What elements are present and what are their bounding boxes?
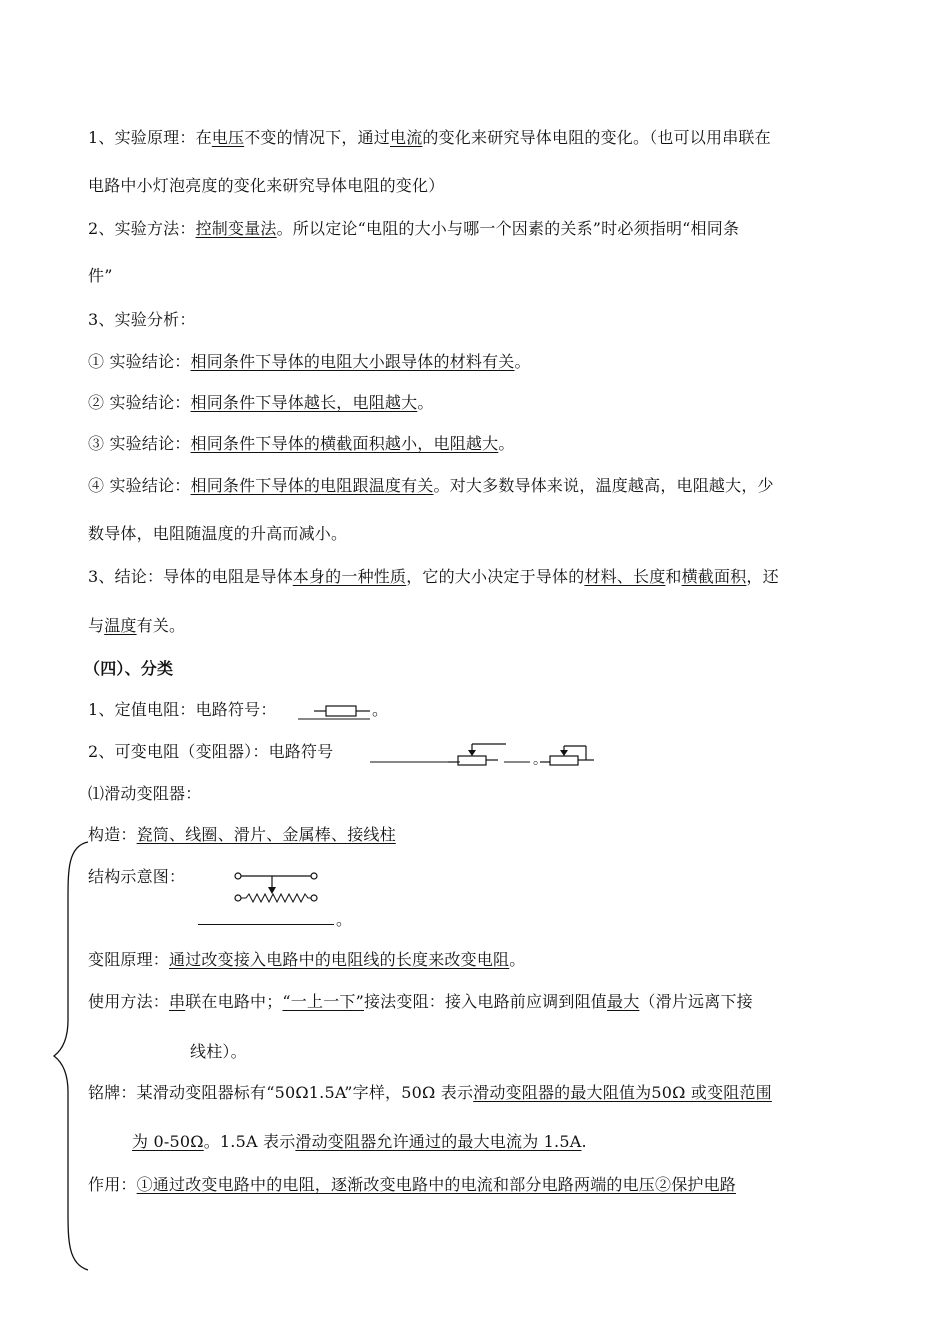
structure-blank: 瓷筒、线圈、滑片、金属棒、接线柱 xyxy=(136,825,396,844)
principle-line-2: 电路中小灯泡亮度的变化来研究导体电阻的变化） xyxy=(88,176,445,195)
principle-text-2: 的变化来研究导体电阻的变化。（也可以用串联在 xyxy=(422,128,771,147)
principle-text: 不变的情况下，通过 xyxy=(244,128,390,147)
structure-label: 构造： xyxy=(88,825,137,844)
fixed-resistor-label: 1、定值电阻：电路符号： xyxy=(88,700,277,719)
usage-blank-3: 最大 xyxy=(607,992,640,1011)
principle-line-1 xyxy=(88,128,771,148)
rheostat-principle-line xyxy=(88,950,525,970)
usage-text: 联在电路中； xyxy=(185,992,283,1011)
summary-blank-2: 材料、长度 xyxy=(584,567,666,586)
nameplate-blank-1: 滑动变阻器的最大阻值为50Ω 或变阻范围 xyxy=(473,1083,772,1102)
variable-resistor-line xyxy=(88,742,333,762)
summary-text-5: 有关。 xyxy=(136,616,186,635)
conclusion-suffix: 。 xyxy=(498,434,515,453)
conclusion-prefix: ③ 实验结论： xyxy=(88,434,191,453)
fixed-resistor-end: 。 xyxy=(372,700,389,719)
diagram-end: 。 xyxy=(336,910,353,929)
nameplate-text: 。1.5A 表示 xyxy=(203,1132,296,1151)
nameplate-line-1 xyxy=(88,1083,772,1103)
rheostat-structure-diagram-icon xyxy=(228,866,328,910)
summary-text-3: ，还 xyxy=(746,567,779,586)
usage-text-3: （滑片远离下接 xyxy=(639,992,753,1011)
function-label: 作用： xyxy=(88,1175,137,1194)
conclusion-4-line-2: 数导体，电阻随温度的升高而减小。 xyxy=(88,524,348,543)
variable-resistor-symbol-icon xyxy=(368,738,598,768)
diagram-label: 结构示意图： xyxy=(88,867,186,886)
conclusion-suffix: 。 xyxy=(417,393,434,412)
conclusion-2 xyxy=(88,393,434,413)
summary-text: ，它的大小决定于导体的 xyxy=(406,567,585,586)
variable-resistor-label: 2、可变电阻（变阻器）：电路符号 xyxy=(88,742,334,761)
usage-line-2: 线柱）。 xyxy=(190,1042,247,1061)
method-label: 2、实验方法： xyxy=(88,219,196,238)
principle-label: 1、实验原理：在 xyxy=(88,128,212,147)
usage-line-1 xyxy=(88,992,753,1012)
conclusion-3 xyxy=(88,434,515,454)
nameplate-blank-2: 为 0-50Ω xyxy=(132,1132,204,1151)
usage-blank-1: 串 xyxy=(169,992,186,1011)
voltage-blank: 电压 xyxy=(211,128,245,147)
nameplate-line-2 xyxy=(132,1132,587,1152)
conclusion-1 xyxy=(88,352,531,372)
section-title-classify: （四）、分类 xyxy=(84,659,174,678)
conclusion-suffix: 。对大多数导体来说，温度越高，电阻越大，少 xyxy=(433,476,774,495)
usage-text-2: 接法变阻：接入电路前应调到阻值 xyxy=(363,992,607,1011)
summary-label: 3、结论：导体的电阻是导体 xyxy=(88,567,293,586)
conclusion-prefix: ② 实验结论： xyxy=(88,393,191,412)
function-blank: ①通过改变电路中的电阻，逐渐改变电路中的电流和部分电路两端的电压②保护电路 xyxy=(136,1175,737,1194)
slide-rheostat-title: ⑴滑动变阻器： xyxy=(88,784,202,803)
conclusion-blank: 相同条件下导体的电阻大小跟导体的材料有关 xyxy=(190,352,515,371)
method-blank: 控制变量法 xyxy=(195,219,277,238)
usage-label: 使用方法： xyxy=(88,992,170,1011)
fixed-resistor-line xyxy=(88,700,277,720)
conclusion-suffix: 。 xyxy=(514,352,531,371)
conclusion-prefix: ④ 实验结论： xyxy=(88,476,191,495)
rheostat-principle-label: 变阻原理： xyxy=(88,950,170,969)
summary-blank-4: 温度 xyxy=(104,616,137,635)
function-line xyxy=(88,1175,736,1195)
summary-text-2: 和 xyxy=(665,567,682,586)
conclusion-blank: 相同条件下导体越长，电阻越大 xyxy=(190,393,418,412)
method-line-1 xyxy=(88,219,739,239)
method-line-2: 件” xyxy=(88,266,113,285)
current-blank: 电流 xyxy=(390,128,423,147)
variable-resistor-end: 。 xyxy=(533,752,547,768)
conclusion-blank: 相同条件下导体的横截面积越小，电阻越大 xyxy=(190,434,499,453)
nameplate-end: . xyxy=(581,1132,587,1151)
nameplate-label: 铭牌：某滑动变阻器标有“50Ω1.5A”字样，50Ω 表示 xyxy=(88,1083,474,1102)
diagram-underline xyxy=(198,924,334,925)
summary-text-4: 与 xyxy=(88,616,105,635)
summary-line-2 xyxy=(88,616,185,636)
structure-line xyxy=(88,825,396,845)
summary-blank-3: 横截面积 xyxy=(681,567,747,586)
conclusion-prefix: ① 实验结论： xyxy=(88,352,191,371)
summary-line-1 xyxy=(88,567,779,587)
conclusion-blank: 相同条件下导体的电阻跟温度有关 xyxy=(190,476,434,495)
rheostat-principle-end: 。 xyxy=(509,950,526,969)
method-text: 。所以定论“电阻的大小与哪一个因素的关系”时必须指明“相同条 xyxy=(276,219,740,238)
usage-blank-2: “一上一下” xyxy=(282,992,364,1011)
analysis-title: 3、实验分析： xyxy=(88,310,196,329)
left-brace-icon xyxy=(48,840,92,1272)
rheostat-principle-blank: 通过改变接入电路中的电阻线的长度来改变电阻 xyxy=(169,950,510,969)
summary-blank-1: 本身的一种性质 xyxy=(292,567,407,586)
conclusion-4 xyxy=(88,476,774,496)
nameplate-blank-3: 滑动变阻器允许通过的最大电流为 1.5A xyxy=(295,1132,582,1151)
